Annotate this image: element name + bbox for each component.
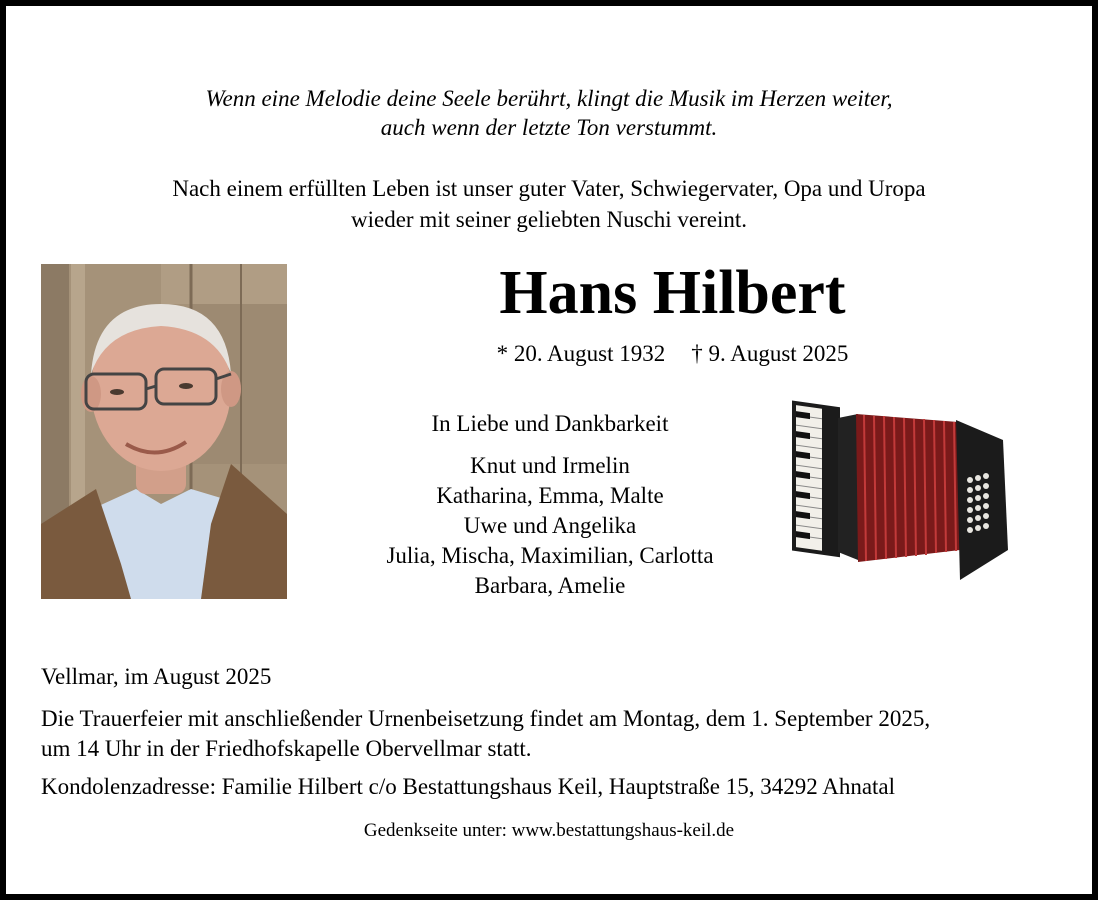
intro-line: Nach einem erfüllten Leben ist unser guter Vater, Schwiegervater, Opa und Uropa bbox=[172, 176, 926, 201]
poem bbox=[0, 84, 1098, 142]
mourner-line: Katharina, Emma, Malte bbox=[436, 483, 664, 508]
ceremony-line: um 14 Uhr in der Friedhofskapelle Obervellmar statt. bbox=[41, 736, 532, 761]
place-date: Vellmar, im August 2025 bbox=[41, 664, 272, 689]
mourners-list bbox=[300, 451, 800, 601]
memorial-page-link[interactable]: Gedenkseite unter: www.bestattungshaus-keil.de bbox=[363, 820, 735, 841]
deceased-name: Hans Hilbert bbox=[499, 259, 846, 327]
portrait-photo bbox=[41, 264, 287, 599]
mourner-line: Knut und Irmelin bbox=[470, 453, 630, 478]
condolence-address: Kondolenzadresse: Familie Hilbert c/o Bestattungshaus Keil, Hauptstraße 15, 34292 Ahnatal bbox=[41, 774, 896, 799]
intro-line: wieder mit seiner geliebten Nuschi vereint. bbox=[351, 207, 747, 232]
intro-text bbox=[0, 173, 1098, 235]
birth-date: * 20. August 1932 bbox=[496, 341, 666, 366]
mourner-line: Barbara, Amelie bbox=[474, 573, 626, 598]
mourners-heading: In Liebe und Dankbarkeit bbox=[431, 411, 669, 436]
poem-line: auch wenn der letzte Ton verstummt. bbox=[380, 115, 718, 140]
mourner-line: Uwe und Angelika bbox=[463, 513, 637, 538]
death-date: † 9. August 2025 bbox=[691, 341, 849, 366]
life-dates bbox=[420, 339, 925, 369]
accordion-image bbox=[788, 400, 1014, 586]
ceremony-line: Die Trauerfeier mit anschließender Urnenbeisetzung findet am Montag, dem 1. September 2025, bbox=[41, 706, 931, 731]
ceremony-info bbox=[41, 704, 930, 764]
poem-line: Wenn eine Melodie deine Seele berührt, klingt die Musik im Herzen weiter, bbox=[205, 86, 893, 111]
mourner-line: Julia, Mischa, Maximilian, Carlotta bbox=[386, 543, 714, 568]
